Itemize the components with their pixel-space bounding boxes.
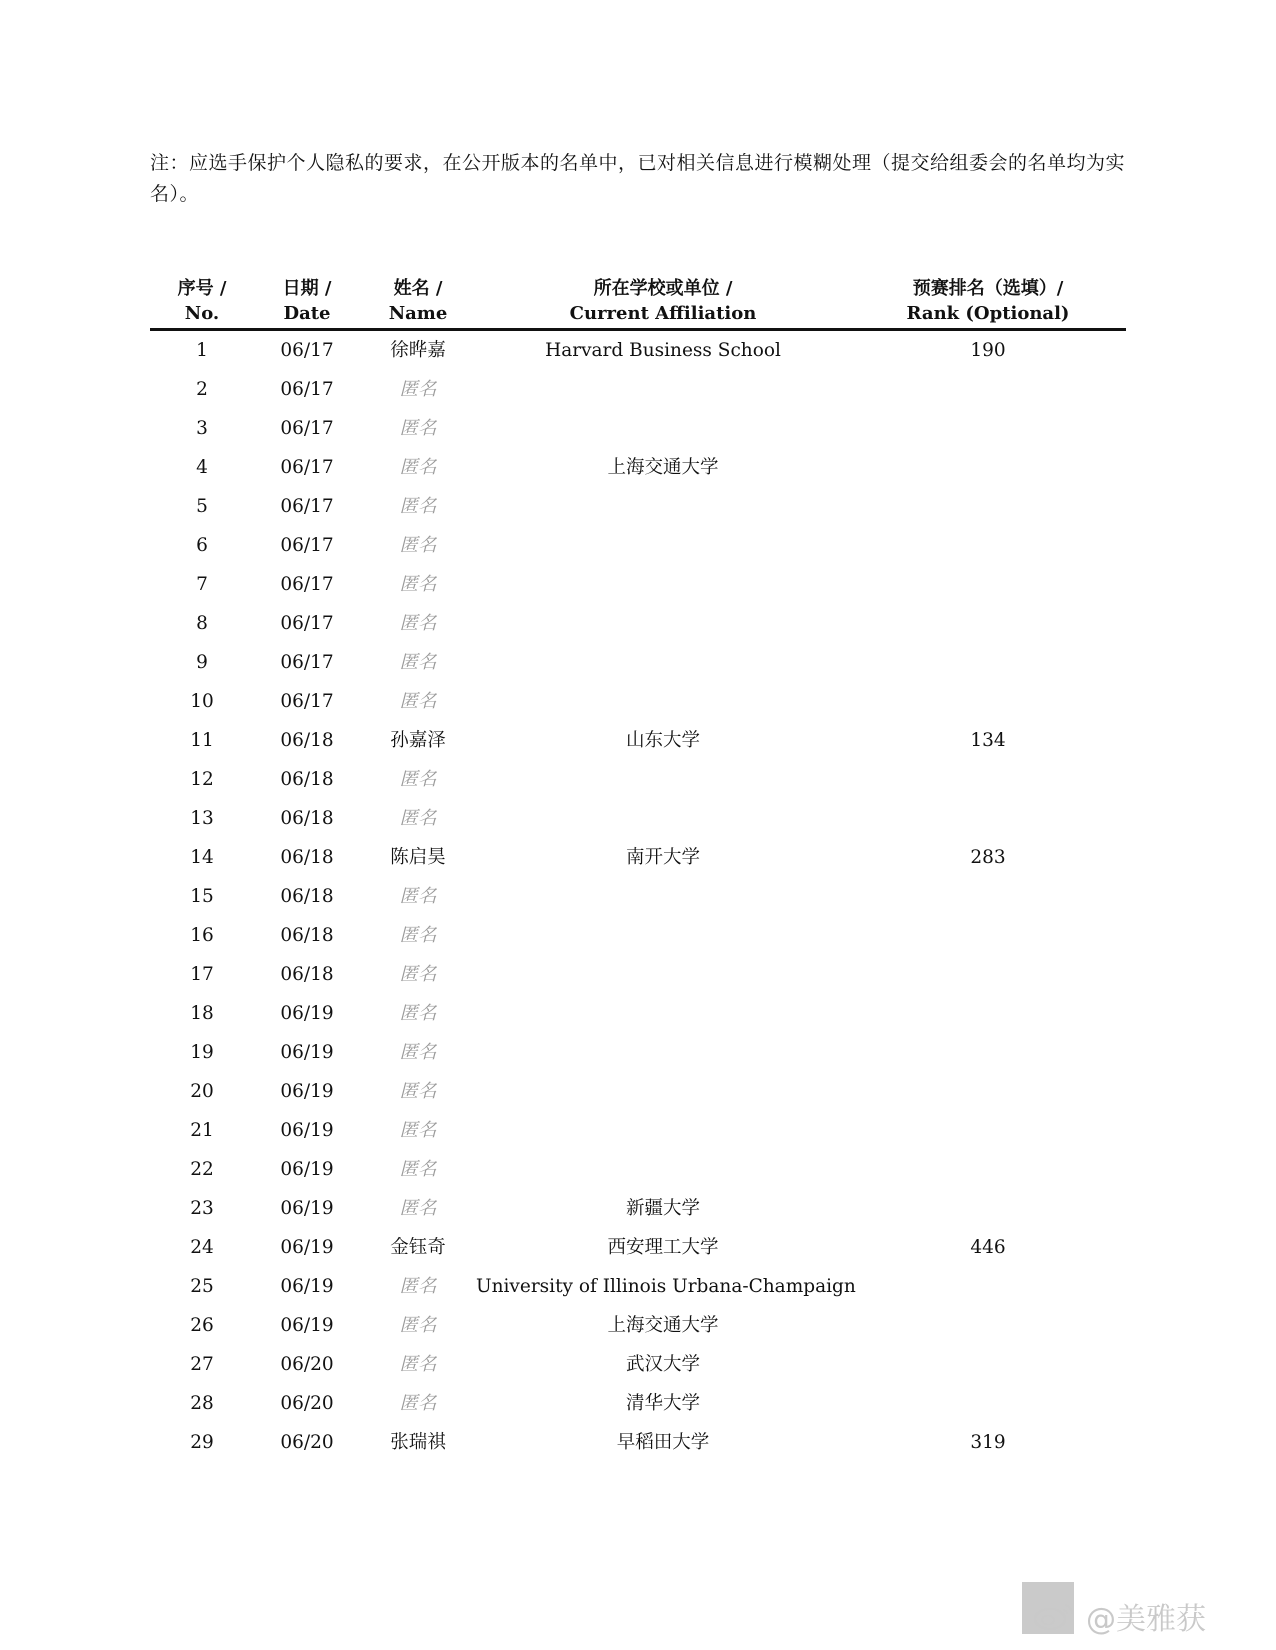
cell-affiliation: 南开大学 [625, 847, 700, 868]
header-affiliation-en: Current Affiliation [569, 303, 757, 324]
header-affiliation [476, 276, 850, 326]
cell-no: 23 [190, 1198, 214, 1219]
table-row [150, 916, 1126, 955]
cell-date: 06/17 [280, 535, 334, 556]
table-row [150, 1423, 1126, 1462]
header-affiliation-cn: 所在学校或单位 / [593, 278, 733, 299]
cell-no: 2 [196, 379, 208, 400]
table-row [150, 1384, 1126, 1423]
cell-name: 匿名 [399, 1276, 437, 1297]
cell-rank: 446 [970, 1237, 1006, 1258]
cell-affiliation: 山东大学 [625, 730, 700, 751]
cell-date: 06/17 [280, 652, 334, 673]
cell-date: 06/18 [280, 925, 334, 946]
cell-affiliation: University of Illinois Urbana-Champaign [476, 1276, 856, 1297]
cell-affiliation: 武汉大学 [625, 1354, 700, 1375]
cell-date: 06/18 [280, 730, 334, 751]
cell-name: 孙嘉泽 [390, 730, 446, 751]
cell-name: 匿名 [399, 1003, 437, 1024]
header-name-cn: 姓名 / [393, 278, 443, 299]
contestant-table [150, 276, 1126, 1462]
table-row [150, 1345, 1126, 1384]
table-row [150, 448, 1126, 487]
cell-date: 06/17 [280, 457, 334, 478]
cell-name: 匿名 [399, 1354, 437, 1375]
privacy-note: 注：应选手保护个人隐私的要求，在公开版本的名单中，已对相关信息进行模糊处理（提交给组委会的名单均为实名）。 [150, 152, 1126, 205]
cell-no: 9 [196, 652, 208, 673]
table-body [150, 331, 1126, 1462]
cell-name: 匿名 [399, 1081, 437, 1102]
table-row [150, 526, 1126, 565]
cell-date: 06/18 [280, 964, 334, 985]
cell-affiliation: 新疆大学 [625, 1198, 700, 1219]
cell-date: 06/18 [280, 808, 334, 829]
cell-date: 06/20 [280, 1432, 334, 1453]
table-row [150, 955, 1126, 994]
cell-no: 7 [196, 574, 208, 595]
cell-date: 06/18 [280, 886, 334, 907]
cell-no: 12 [190, 769, 214, 790]
cell-date: 06/17 [280, 574, 334, 595]
cell-name: 金钰奇 [390, 1237, 446, 1258]
cell-date: 06/19 [280, 1042, 334, 1063]
table-row [150, 1150, 1126, 1189]
cell-date: 06/18 [280, 847, 334, 868]
table-row [150, 799, 1126, 838]
cell-name: 陈启昊 [390, 847, 446, 868]
cell-date: 06/20 [280, 1393, 334, 1414]
cell-no: 14 [190, 847, 214, 868]
cell-date: 06/17 [280, 379, 334, 400]
header-rank-en: Rank (Optional) [906, 303, 1070, 324]
cell-name: 匿名 [399, 691, 437, 712]
cell-no: 8 [196, 613, 208, 634]
cell-no: 28 [190, 1393, 214, 1414]
cell-no: 17 [190, 964, 214, 985]
cell-affiliation: 上海交通大学 [607, 1315, 719, 1336]
table-row [150, 331, 1126, 370]
cell-no: 3 [196, 418, 208, 439]
header-rank-cn: 预赛排名（选填）/ [912, 278, 1064, 299]
table-row [150, 994, 1126, 1033]
table-row [150, 1189, 1126, 1228]
cell-no: 19 [190, 1042, 214, 1063]
table-row [150, 721, 1126, 760]
table-row [150, 487, 1126, 526]
cell-name: 匿名 [399, 652, 437, 673]
cell-no: 24 [190, 1237, 214, 1258]
header-date-cn: 日期 / [282, 278, 332, 299]
cell-no: 13 [190, 808, 214, 829]
cell-date: 06/17 [280, 418, 334, 439]
table-row [150, 1267, 1126, 1306]
header-date [254, 276, 360, 326]
table-row [150, 565, 1126, 604]
watermark [1032, 1596, 1206, 1636]
cell-name: 匿名 [399, 808, 437, 829]
cell-name: 匿名 [399, 574, 437, 595]
watermark-text: @美雅获 [1086, 1602, 1206, 1637]
cell-date: 06/19 [280, 1198, 334, 1219]
cell-no: 5 [196, 496, 208, 517]
table-row [150, 877, 1126, 916]
cell-date: 06/19 [280, 1159, 334, 1180]
cell-no: 21 [190, 1120, 214, 1141]
cell-name: 匿名 [399, 379, 437, 400]
cell-name: 匿名 [399, 457, 437, 478]
table-row [150, 1033, 1126, 1072]
cell-rank: 190 [970, 340, 1006, 361]
cell-no: 18 [190, 1003, 214, 1024]
header-date-en: Date [283, 303, 331, 324]
cell-name: 匿名 [399, 1159, 437, 1180]
cell-date: 06/19 [280, 1003, 334, 1024]
cell-date: 06/19 [280, 1120, 334, 1141]
cell-name: 匿名 [399, 1315, 437, 1336]
cell-name: 徐晔嘉 [390, 340, 446, 361]
cell-date: 06/19 [280, 1276, 334, 1297]
cell-name: 匿名 [399, 1120, 437, 1141]
cell-name: 匿名 [399, 886, 437, 907]
cell-name: 匿名 [399, 964, 437, 985]
table-row [150, 1228, 1126, 1267]
cell-no: 11 [190, 730, 214, 751]
cell-name: 匿名 [399, 925, 437, 946]
cell-rank: 319 [970, 1432, 1006, 1453]
weibo-logo-icon [1032, 1601, 1076, 1631]
table-row [150, 760, 1126, 799]
cell-rank: 134 [970, 730, 1006, 751]
header-no-en: No. [184, 303, 220, 324]
table-row [150, 1111, 1126, 1150]
cell-no: 20 [190, 1081, 214, 1102]
header-rank [850, 276, 1126, 326]
cell-name: 匿名 [399, 418, 437, 439]
cell-date: 06/19 [280, 1237, 334, 1258]
cell-name: 匿名 [399, 613, 437, 634]
cell-no: 27 [190, 1354, 214, 1375]
cell-name: 匿名 [399, 769, 437, 790]
cell-date: 06/19 [280, 1315, 334, 1336]
table-row [150, 1072, 1126, 1111]
header-no-cn: 序号 / [177, 278, 227, 299]
table-header [150, 276, 1126, 331]
cell-no: 16 [190, 925, 214, 946]
header-no [150, 276, 254, 326]
cell-affiliation: Harvard Business School [545, 340, 781, 361]
cell-no: 1 [196, 340, 208, 361]
cell-date: 06/19 [280, 1081, 334, 1102]
cell-no: 10 [190, 691, 214, 712]
cell-date: 06/17 [280, 340, 334, 361]
table-row [150, 409, 1126, 448]
cell-no: 29 [190, 1432, 214, 1453]
cell-name: 匿名 [399, 496, 437, 517]
cell-name: 匿名 [399, 1042, 437, 1063]
cell-date: 06/17 [280, 496, 334, 517]
cell-no: 15 [190, 886, 214, 907]
cell-no: 22 [190, 1159, 214, 1180]
cell-affiliation: 西安理工大学 [607, 1237, 719, 1258]
cell-date: 06/20 [280, 1354, 334, 1375]
cell-affiliation: 上海交通大学 [607, 457, 719, 478]
cell-no: 6 [196, 535, 208, 556]
table-row [150, 370, 1126, 409]
cell-date: 06/17 [280, 691, 334, 712]
cell-no: 25 [190, 1276, 214, 1297]
cell-name: 张瑞祺 [390, 1432, 446, 1453]
cell-rank: 283 [970, 847, 1006, 868]
cell-date: 06/17 [280, 613, 334, 634]
cell-affiliation: 早稻田大学 [616, 1432, 710, 1453]
table-row [150, 838, 1126, 877]
table-row [150, 604, 1126, 643]
cell-name: 匿名 [399, 1198, 437, 1219]
cell-date: 06/18 [280, 769, 334, 790]
header-name [360, 276, 476, 326]
cell-name: 匿名 [399, 1393, 437, 1414]
cell-no: 4 [196, 457, 208, 478]
table-row [150, 643, 1126, 682]
table-row [150, 682, 1126, 721]
header-name-en: Name [388, 303, 448, 324]
cell-affiliation: 清华大学 [625, 1393, 700, 1414]
table-row [150, 1306, 1126, 1345]
cell-name: 匿名 [399, 535, 437, 556]
cell-no: 26 [190, 1315, 214, 1336]
